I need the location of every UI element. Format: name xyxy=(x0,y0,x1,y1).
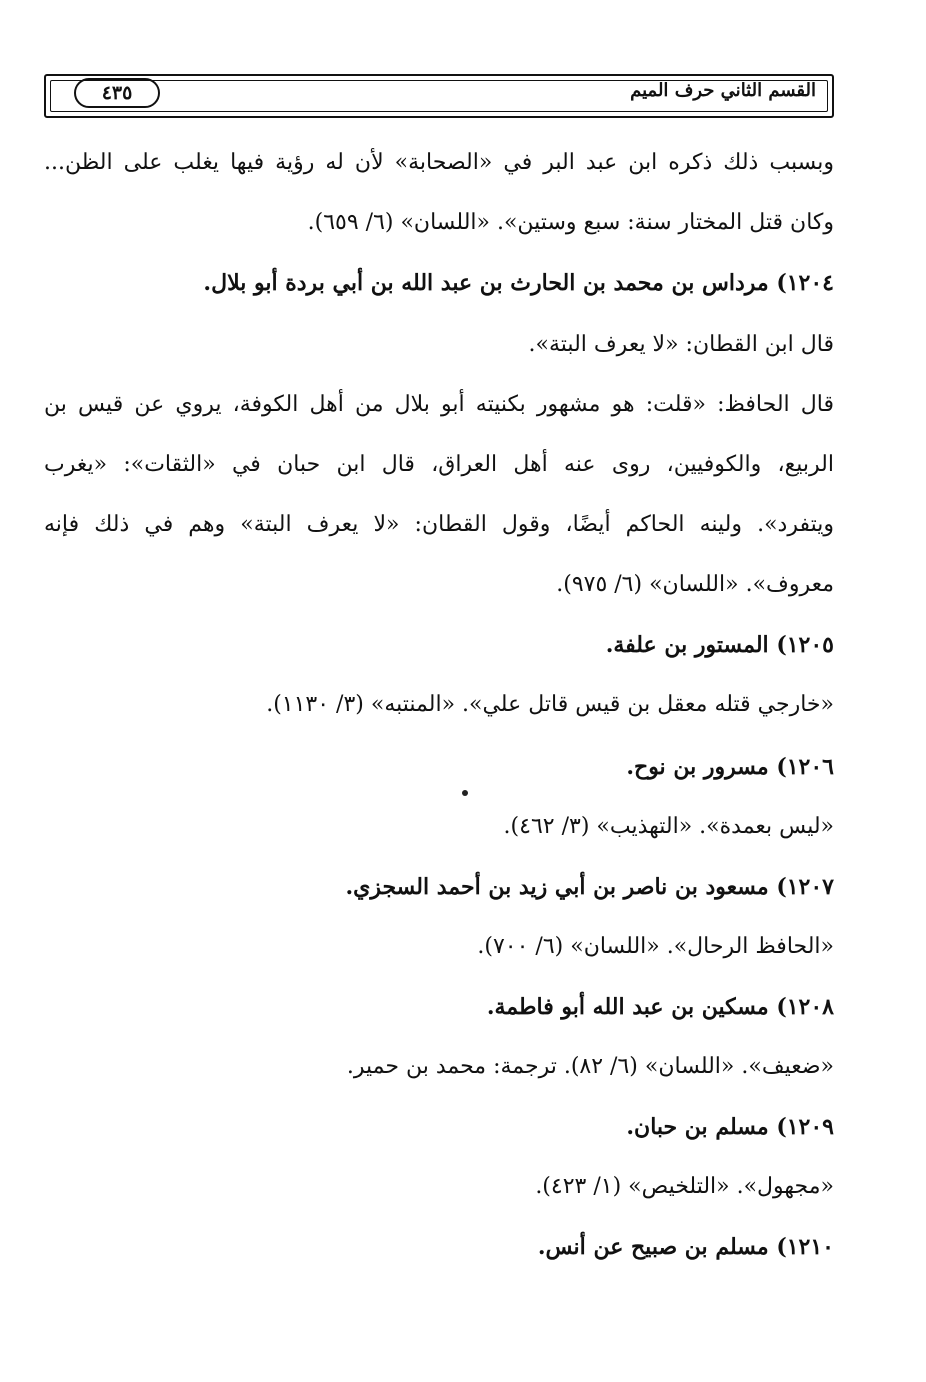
text-line: «مجهول». «التلخيص» (١/ ٤٢٣). xyxy=(535,1174,834,1199)
entry-heading-1209: ١٢٠٩) مسلم بن حبان. xyxy=(626,1114,834,1140)
entry-heading-1205: ١٢٠٥) المستور بن علفة. xyxy=(605,632,834,658)
entry-heading-1207: ١٢٠٧) مسعود بن ناصر بن أبي زيد بن أحمد السجزي. xyxy=(345,874,834,900)
text-line: وبسبب ذلك ذكره ابن عبد البر في «الصحابة» لأن له رؤية فيها يغلب على الظن... xyxy=(44,150,834,175)
text-line: ويتفرد». ولينه الحاكم أيضًا، وقول القطان: «لا يعرف البتة» وهم في ذلك فإنه xyxy=(44,512,834,537)
text-line: قال الحافظ: «قلت: هو مشهور بكنيته أبو بلال من أهل الكوفة، يروي عن قيس بن xyxy=(44,392,834,417)
text-line: «خارجي قتله معقل بن قيس قاتل علي». «المنتبه» (٣/ ١١٣٠). xyxy=(266,692,834,717)
running-head: القسم الثاني حرف الميم xyxy=(630,80,816,101)
text-line: «ضعيف». «اللسان» (٦/ ٨٢). ترجمة: محمد بن حمير. xyxy=(346,1054,834,1079)
text-line: وكان قتل المختار سنة: سبع وستين». «اللسان» (٦/ ٦٥٩). xyxy=(307,210,834,235)
entry-heading-1206: ١٢٠٦) مسرور بن نوح. xyxy=(626,754,834,780)
text-line: «ليس بعمدة». «التهذيب» (٣/ ٤٦٢). xyxy=(503,814,834,839)
print-speck xyxy=(462,790,468,796)
entry-heading-1208: ١٢٠٨) مسكين بن عبد الله أبو فاطمة. xyxy=(486,994,834,1020)
entry-heading-1210: ١٢١٠) مسلم بن صبيح عن أنس. xyxy=(537,1234,834,1260)
text-line: قال ابن القطان: «لا يعرف البتة». xyxy=(528,332,834,357)
entry-heading-1204: ١٢٠٤) مرداس بن محمد بن الحارث بن عبد الله بن أبي بردة أبو بلال. xyxy=(203,270,834,296)
text-line: «الحافظ الرحال». «اللسان» (٦/ ٧٠٠). xyxy=(477,934,834,959)
page-number: ٤٣٥ xyxy=(74,78,160,108)
text-line: الربيع، والكوفيين، روى عنه أهل العراق، قال ابن حبان في «الثقات»: «يغرب xyxy=(44,452,834,477)
text-line: معروف». «اللسان» (٦/ ٩٧٥). xyxy=(556,572,834,597)
page-header xyxy=(44,74,834,118)
